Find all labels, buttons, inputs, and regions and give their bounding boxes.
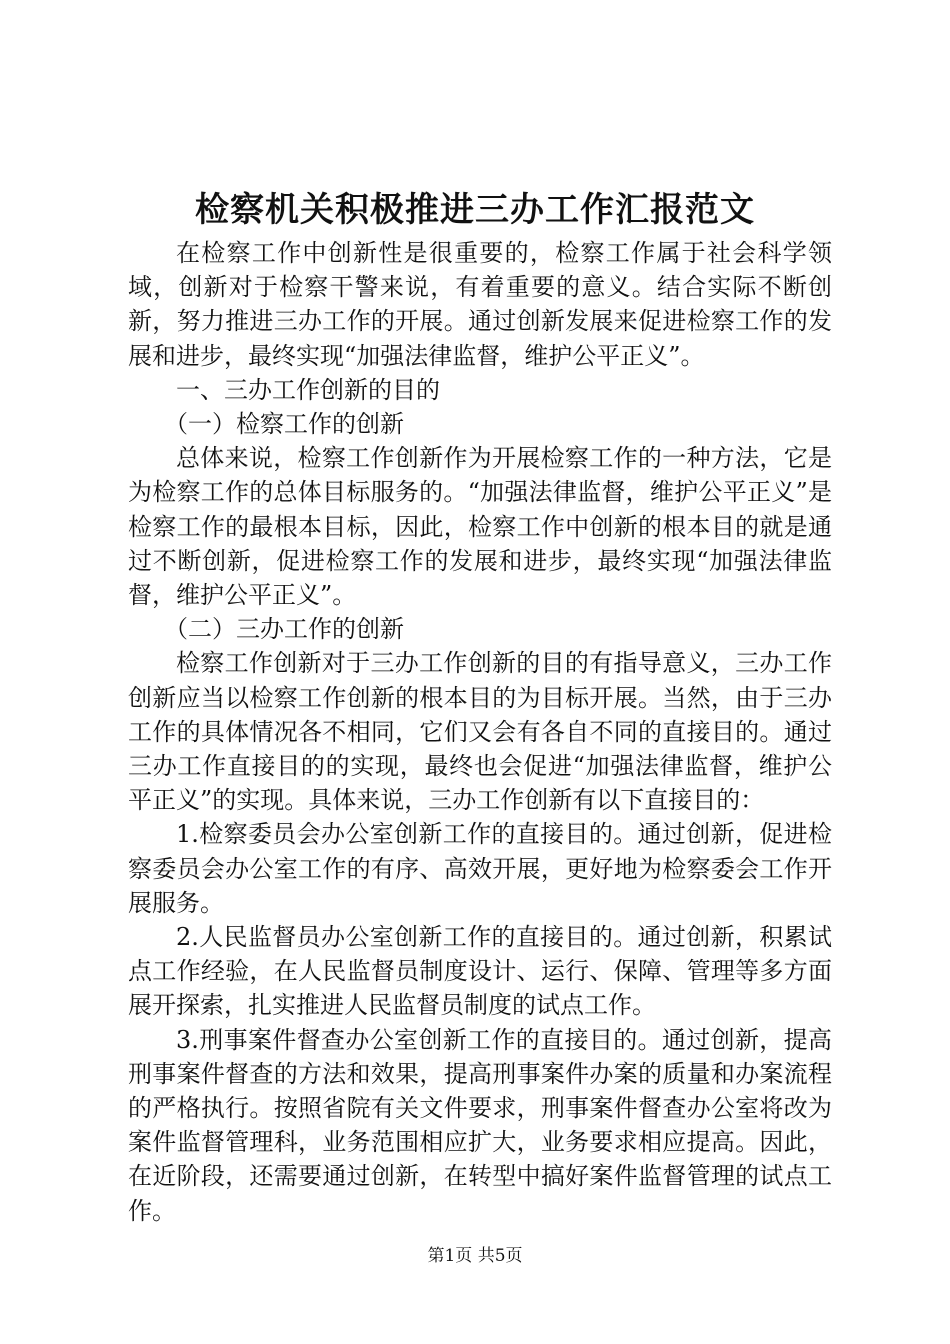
list-item-1: 1.检察委员会办公室创新工作的直接目的。通过创新，促进检察委员会办公室工作的有序、高效开展，更好地为检察委会工作开展服务。: [128, 820, 832, 917]
document-title: 检察机关积极推进三办工作汇报范文: [195, 190, 755, 230]
subsection-heading-1: （一）检察工作的创新: [164, 410, 404, 439]
document-body: [128, 236, 832, 1228]
paragraph-three-offices-innovation: 检察工作创新对于三办工作创新的目的有指导意义，三办工作创新应当以检察工作创新的根本目的为目标开展。当然，由于三办工作的具体情况各不相同，它们又会有各自不同的直接目的。通过三办工作直接目的的实现，最终也会促进“加强法律监督，维护公平正义”的实现。具体来说，三办工作创新有以下直接目的：: [128, 649, 832, 815]
list-item-2: 2.人民监督员办公室创新工作的直接目的。通过创新，积累试点工作经验，在人民监督员制度设计、运行、保障、管理等多方面展开探索，扎实推进人民监督员制度的试点工作。: [128, 923, 832, 1020]
page-number-footer: 第1页 共5页: [427, 1246, 523, 1266]
section-heading-1: 一、三办工作创新的目的: [176, 375, 440, 404]
paragraph-procuratorial-innovation: 总体来说，检察工作创新作为开展检察工作的一种方法，它是为检察工作的总体目标服务的。“加强法律监督，维护公平正义”是检察工作的最根本目标，因此，检察工作中创新的根本目的就是通过不断创新，促进检察工作的发展和进步，最终实现“加强法律监督，维护公平正义”。: [128, 444, 832, 610]
subsection-heading-2: （二）三办工作的创新: [164, 615, 404, 644]
list-item-3: 3.刑事案件督查办公室创新工作的直接目的。通过创新，提高刑事案件督查的方法和效果，提高刑事案件办案的质量和办案流程的严格执行。按照省院有关文件要求，刑事案件督查办公室将改为案件监督管理科，业务范围相应扩大，业务要求相应提高。因此，在近阶段，还需要通过创新，在转型中搞好案件监督管理的试点工作。: [128, 1025, 832, 1225]
paragraph-intro: 在检察工作中创新性是很重要的，检察工作属于社会科学领域，创新对于检察干警来说，有着重要的意义。结合实际不断创新，努力推进三办工作的开展。通过创新发展来促进检察工作的发展和进步，最终实现“加强法律监督，维护公平正义”。: [128, 239, 832, 370]
